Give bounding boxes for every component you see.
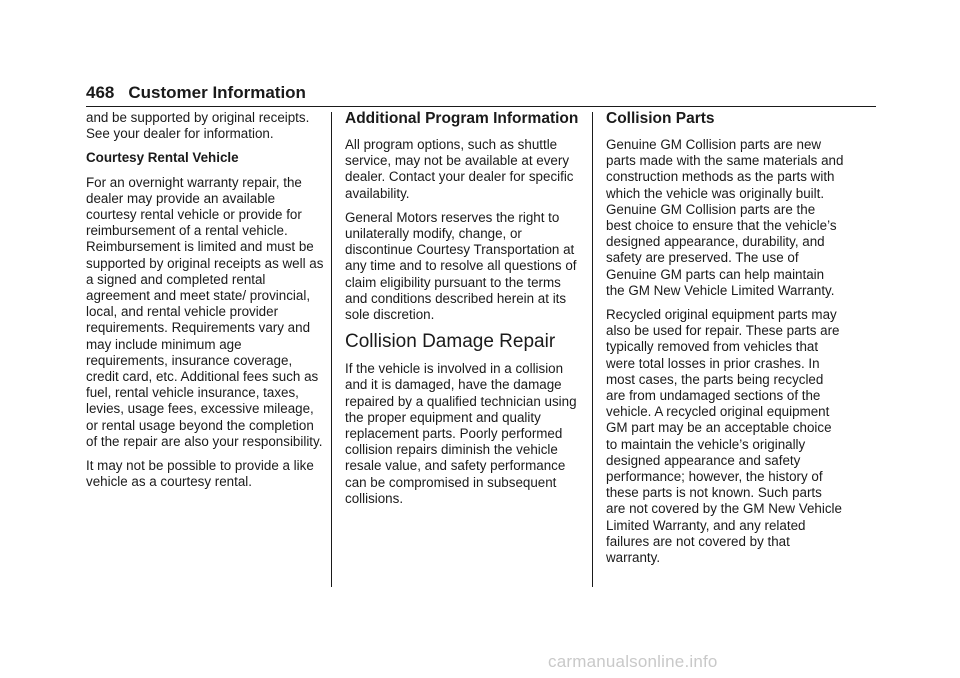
column-2 bbox=[345, 110, 583, 515]
paragraph-program-options: All program options, such as shuttle service, may not be available at every dealer. Contact your dealer for specific availability. bbox=[345, 137, 574, 201]
column-1 bbox=[86, 110, 324, 498]
subheading-courtesy-rental: Courtesy Rental Vehicle bbox=[86, 150, 239, 166]
paragraph-collision-repair: If the vehicle is involved in a collision and it is damaged, have the damage repaired by a qualified technician using the proper equipment and quality replacement parts. Poorly performed collision repairs diminish the vehicle resale value, and safety performance can be compromised in subsequent collisions. bbox=[345, 361, 577, 506]
paragraph-overnight-repair: For an overnight warranty repair, the dealer may provide an available courtesy rental vehicle or provide for reimbursement of a rental vehicle. Reimbursement is limited and must be supported by original receipts as well as a signed and completed rental agreement and meet state/ provincial, local, and rental vehicle provider requirements. Requirements vary and may include minimum age requirements, insurance coverage, credit card, etc. Additional fees such as fuel, rental vehicle insurance, taxes, levies, usage fees, excessive mileage, or rental usage beyond the completion of the repair are also your responsibility. bbox=[86, 174, 324, 449]
heading-collision-parts: Collision Parts bbox=[606, 110, 715, 127]
page-header bbox=[86, 82, 876, 104]
header-rule bbox=[86, 106, 876, 107]
column-divider-2 bbox=[592, 112, 593, 587]
paragraph-like-vehicle: It may not be possible to provide a like vehicle as a courtesy rental. bbox=[86, 458, 314, 490]
paragraph-genuine-parts: Genuine GM Collision parts are new parts made with the same materials and construction methods as the parts with which the vehicle was originally built. Genuine GM Collision parts are the best choice to ensure that the vehicle’s designed appearance, durability, and safety are preserved. The use of Genuine GM parts can help maintain the GM New Vehicle Limited Warranty. bbox=[606, 137, 844, 298]
section-title: Customer Information bbox=[128, 83, 306, 102]
paragraph-receipts: and be supported by original receipts. See your dealer for information. bbox=[86, 110, 310, 142]
watermark: carmanualsonline.info bbox=[548, 652, 718, 671]
column-3 bbox=[606, 110, 844, 574]
heading-collision-damage-repair: Collision Damage Repair bbox=[345, 331, 556, 353]
paragraph-gm-reserves: General Motors reserves the right to unilaterally modify, change, or discontinue Courtesy Transportation at any time and to resolve all questions of claim eligibility pursuant to the terms and conditions described herein at its sole discretion. bbox=[345, 209, 577, 323]
column-divider-1 bbox=[331, 112, 332, 587]
page-number: 468 bbox=[86, 83, 115, 102]
paragraph-recycled-parts: Recycled original equipment parts may also be used for repair. These parts are typically removed from vehicles that were total losses in prior crashes. In most cases, the parts being recycled are from undamaged sections of the vehicle. A recycled original equipment GM part may be an acceptable choice to maintain the vehicle’s originally designed appearance and safety performance; however, the history of these parts is not known. Such parts are not covered by the GM New Vehicle Limited Warranty, and any related failures are not covered by that warranty. bbox=[606, 307, 842, 566]
heading-additional-program: Additional Program Information bbox=[345, 110, 579, 127]
